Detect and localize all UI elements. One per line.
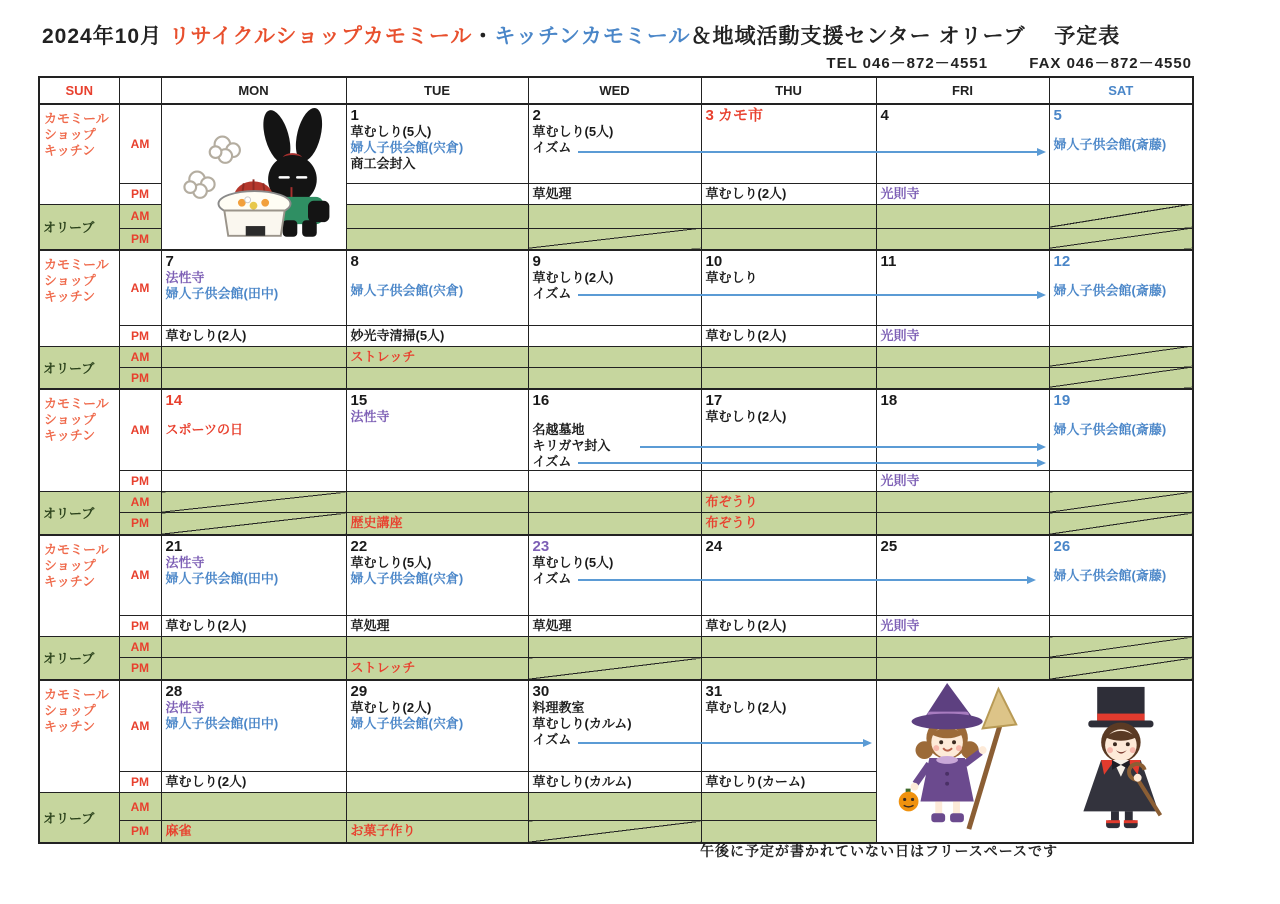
- label-line: ショップ: [44, 273, 96, 288]
- day-number: 29: [350, 682, 368, 700]
- day-number: 3 カモ市: [705, 107, 764, 124]
- day-cell-wed-am: [528, 389, 701, 471]
- page-title: [42, 20, 1120, 50]
- event: 草処理: [350, 618, 390, 633]
- am-label: AM: [119, 250, 161, 325]
- label-line: ショップ: [44, 557, 96, 573]
- day-cell-thu-pm: [701, 772, 876, 793]
- rabbit-cooking-illustration: [164, 105, 344, 244]
- event: 草むしり(2人): [350, 699, 432, 715]
- event: 婦人子供会館(田中): [165, 570, 279, 586]
- day-cell-fri-am: [876, 250, 1049, 325]
- day-cell-tue-am: [346, 389, 528, 471]
- day-number: 19: [1053, 392, 1071, 409]
- day-holiday-label: カモ市: [713, 107, 764, 124]
- olive-cell-sat: [1049, 492, 1193, 513]
- event: イズム: [532, 140, 572, 155]
- day-cell-thu-pm: [701, 325, 876, 346]
- olive-cell-mon: [161, 793, 346, 821]
- event: 商工会封入: [350, 156, 416, 171]
- day-cell-thu-pm: [701, 183, 876, 204]
- event: 草むしり(2人): [705, 327, 787, 343]
- row-label-kamomile: [39, 250, 119, 346]
- event: 草むしり(カルム): [532, 774, 632, 789]
- schedule-continuation-arrow: [578, 151, 1044, 153]
- day-cell-wed-pm: [528, 183, 701, 204]
- day-cell-mon-pm: [161, 471, 346, 492]
- event: 草むしり(2人): [165, 327, 247, 343]
- day-cell-wed-pm: [528, 616, 701, 637]
- day-number: 21: [165, 537, 183, 555]
- olive-cell-sat: [1049, 228, 1193, 250]
- day-number: 11: [880, 253, 897, 270]
- day-number: 16: [532, 392, 550, 409]
- olive-event: お菓子作り: [350, 823, 416, 838]
- week-2-am-row: [39, 250, 1193, 325]
- event: 草むしり(カーム): [705, 774, 806, 789]
- day-cell-sat-am: [1049, 535, 1193, 616]
- week-3-pm-row: [39, 471, 1193, 492]
- day-cell-tue-pm: [346, 772, 528, 793]
- day-cell-thu-pm: [701, 471, 876, 492]
- olive-cell-sat: [1049, 204, 1193, 228]
- day-number: 25: [880, 537, 898, 555]
- title-kitchen: キッチンカモミール: [494, 25, 691, 48]
- am-label: AM: [119, 104, 161, 183]
- label-line: カモミール: [44, 257, 109, 272]
- olive-cell-tue: [346, 793, 528, 821]
- label-line: キッチン: [44, 289, 96, 304]
- event: 婦人子供会館(斎藤): [1053, 137, 1167, 152]
- event: イズム: [532, 731, 572, 747]
- olive-cell-wed: [528, 228, 701, 250]
- olive-event: ストレッチ: [350, 660, 416, 675]
- event: 草処理: [532, 618, 572, 633]
- day-cell-fri-pm: [876, 616, 1049, 637]
- header-mon: MON: [161, 77, 346, 104]
- day-cell-tue-am: [346, 680, 528, 772]
- day-cell-thu-am: [701, 104, 876, 183]
- event: 婦人子供会館(田中): [165, 286, 279, 301]
- week-2-olive-pm-row: [39, 367, 1193, 389]
- olive-cell-mon: [161, 367, 346, 389]
- event: 光則寺: [880, 473, 920, 488]
- olive-event: ストレッチ: [350, 348, 416, 364]
- event: 婦人子供会館(宍倉): [350, 140, 464, 155]
- event: 婦人子供会館(斎藤): [1053, 283, 1167, 298]
- title-rest: ＆地域活動支援センター オリーブ 予定表: [690, 25, 1121, 48]
- olive-cell-tue: [346, 821, 528, 843]
- olive-cell-fri: [876, 658, 1049, 680]
- day-cell-tue-pm: [346, 183, 528, 204]
- olive-cell-wed: [528, 793, 701, 821]
- olive-cell-mon: [161, 658, 346, 680]
- day-cell-wed-pm: [528, 772, 701, 793]
- olive-cell-thu: [701, 367, 876, 389]
- olive-cell-thu: [701, 228, 876, 250]
- day-cell-thu-am: [701, 535, 876, 616]
- day-cell-sat-pm: [1049, 183, 1193, 204]
- olive-event: 布ぞうり: [705, 494, 758, 509]
- olive-cell-tue: [346, 637, 528, 658]
- event: 草むしり(2人): [705, 185, 787, 201]
- row-label-kamomile: [39, 535, 119, 637]
- olive-cell-thu: [701, 658, 876, 680]
- olive-cell-tue: [346, 513, 528, 535]
- day-cell-sat-am: [1049, 250, 1193, 325]
- event: 草むしり(2人): [705, 699, 787, 715]
- olive-cell-wed: [528, 658, 701, 680]
- olive-am-label: AM: [119, 637, 161, 658]
- row-label-olive: オリーブ: [39, 637, 119, 680]
- olive-am-label: AM: [119, 793, 161, 821]
- header-thu: THU: [701, 77, 876, 104]
- day-cell-thu-am: [701, 389, 876, 471]
- am-label: AM: [119, 535, 161, 616]
- row-label-olive: オリーブ: [39, 346, 119, 389]
- event: 光則寺: [880, 618, 920, 633]
- label-line: ショップ: [44, 702, 96, 718]
- label-line: カモミール: [44, 396, 109, 411]
- olive-cell-wed: [528, 637, 701, 658]
- event: イズム: [532, 570, 572, 586]
- olive-cell-tue: [346, 204, 528, 228]
- olive-cell-thu: [701, 821, 876, 843]
- day-number: 26: [1053, 537, 1071, 555]
- olive-cell-mon: [161, 346, 346, 367]
- event: 法性寺: [165, 699, 205, 715]
- day-cell-wed-am: [528, 680, 701, 772]
- day-cell-mon-am: [161, 680, 346, 772]
- day-cell-tue-am: [346, 104, 528, 183]
- event: イズム: [532, 454, 572, 469]
- label-line: ショップ: [44, 412, 96, 427]
- day-number: 17: [705, 392, 723, 409]
- day-cell-wed-am: [528, 535, 701, 616]
- event: 名越墓地: [532, 422, 585, 437]
- olive-cell-thu: [701, 346, 876, 367]
- event: イズム: [532, 286, 572, 301]
- day-cell-sat-am: [1049, 389, 1193, 471]
- day-cell-sat-am: [1049, 104, 1193, 183]
- olive-cell-fri: [876, 492, 1049, 513]
- olive-cell-wed: [528, 821, 701, 843]
- event: 光則寺: [880, 185, 920, 201]
- day-cell-sat-pm: [1049, 325, 1193, 346]
- event: スポーツの日: [165, 422, 243, 437]
- week-4-pm-row: [39, 616, 1193, 637]
- olive-cell-wed: [528, 513, 701, 535]
- day-number: 5: [1053, 107, 1062, 124]
- header-sun: SUN: [39, 77, 119, 104]
- day-cell-mon-pm: [161, 616, 346, 637]
- day-number: 18: [880, 392, 898, 409]
- olive-cell-thu: [701, 204, 876, 228]
- day-cell-sat-pm: [1049, 471, 1193, 492]
- day-number: 2: [532, 107, 541, 124]
- olive-cell-wed: [528, 492, 701, 513]
- day-number: 15: [350, 392, 368, 409]
- day-number: 23: [532, 537, 550, 555]
- week-3-olive-am-row: [39, 492, 1193, 513]
- event: 草むしり: [705, 270, 758, 285]
- event: 草むしり(5人): [532, 124, 614, 139]
- row-label-kamomile: [39, 104, 119, 204]
- schedule-continuation-arrow: [578, 579, 1034, 581]
- row-label-olive: オリーブ: [39, 204, 119, 250]
- day-cell-tue-pm: [346, 471, 528, 492]
- schedule-table: [38, 76, 1194, 844]
- event: 婦人子供会館(宍倉): [350, 715, 464, 731]
- day-number: 1: [350, 107, 359, 124]
- row-label-olive: オリーブ: [39, 793, 119, 843]
- event: 草むしり(2人): [705, 409, 787, 424]
- label-line: カモミール: [44, 686, 109, 702]
- halloween-children-illustration: [878, 681, 1191, 837]
- label-line: カモミール: [44, 541, 109, 557]
- day-number: 8: [350, 253, 359, 270]
- olive-pm-label: PM: [119, 367, 161, 389]
- event: 草むしり(2人): [165, 618, 247, 633]
- title-recycle-shop: リサイクルショップカモミール: [168, 25, 473, 48]
- olive-pm-label: PM: [119, 658, 161, 680]
- event: 婦人子供会館(宍倉): [350, 283, 464, 298]
- title-month: 2024年10月: [42, 25, 163, 48]
- olive-cell-fri: [876, 204, 1049, 228]
- day-number: 28: [165, 682, 183, 700]
- day-cell-wed-am: [528, 250, 701, 325]
- olive-pm-label: PM: [119, 228, 161, 250]
- event: 婦人子供会館(斎藤): [1053, 567, 1167, 583]
- olive-cell-mon: [161, 492, 346, 513]
- olive-cell-tue: [346, 492, 528, 513]
- row-label-olive: オリーブ: [39, 492, 119, 535]
- day-cell-mon-pm: [161, 325, 346, 346]
- event: 法性寺: [165, 554, 205, 570]
- label-line: キッチン: [44, 573, 96, 589]
- week-4-olive-am-row: [39, 637, 1193, 658]
- olive-pm-label: PM: [119, 821, 161, 843]
- olive-pm-label: PM: [119, 513, 161, 535]
- illustration-cell: [876, 680, 1193, 843]
- label-line: ショップ: [44, 127, 96, 142]
- row-label-kamomile: [39, 389, 119, 492]
- event: 料理教室: [532, 699, 585, 715]
- olive-cell-tue: [346, 367, 528, 389]
- day-cell-fri-pm: [876, 183, 1049, 204]
- week-5-am-row: [39, 680, 1193, 772]
- day-cell-tue-pm: [346, 325, 528, 346]
- day-cell-thu-am: [701, 680, 876, 772]
- olive-cell-mon: [161, 513, 346, 535]
- olive-am-label: AM: [119, 204, 161, 228]
- pm-label: PM: [119, 471, 161, 492]
- day-cell-tue-am: [346, 250, 528, 325]
- event: 草むしり(5人): [532, 554, 614, 570]
- olive-cell-thu: [701, 513, 876, 535]
- day-number: 9: [532, 253, 541, 270]
- label-line: キッチン: [44, 143, 96, 158]
- day-cell-tue-am: [346, 535, 528, 616]
- am-label: AM: [119, 680, 161, 772]
- day-cell-fri-am: [876, 104, 1049, 183]
- olive-cell-mon: [161, 637, 346, 658]
- day-cell-thu-pm: [701, 616, 876, 637]
- day-number: 10: [705, 253, 723, 270]
- event: 草処理: [532, 185, 572, 201]
- olive-cell-fri: [876, 513, 1049, 535]
- olive-cell-tue: [346, 346, 528, 367]
- olive-cell-fri: [876, 637, 1049, 658]
- am-label: AM: [119, 389, 161, 471]
- day-cell-tue-pm: [346, 616, 528, 637]
- week-4-am-row: [39, 535, 1193, 616]
- olive-event: 布ぞうり: [705, 515, 758, 530]
- day-cell-fri-am: [876, 535, 1049, 616]
- week-4-olive-pm-row: [39, 658, 1193, 680]
- event: 法性寺: [165, 270, 205, 285]
- olive-am-label: AM: [119, 492, 161, 513]
- label-line: キッチン: [44, 428, 96, 443]
- pm-label: PM: [119, 183, 161, 204]
- olive-cell-wed: [528, 367, 701, 389]
- olive-cell-sat: [1049, 367, 1193, 389]
- day-number: 31: [705, 682, 723, 700]
- footer-note: 午後に予定が書かれていない日はフリースペースです: [700, 843, 1059, 859]
- day-cell-wed-pm: [528, 325, 701, 346]
- header-sat: SAT: [1049, 77, 1193, 104]
- event: 婦人子供会館(田中): [165, 715, 279, 731]
- week-3-olive-pm-row: [39, 513, 1193, 535]
- illustration-cell: [161, 104, 346, 250]
- header-fri: FRI: [876, 77, 1049, 104]
- title-separator: ・: [472, 25, 495, 48]
- label-line: キッチン: [44, 718, 96, 734]
- day-number: 24: [705, 537, 723, 555]
- olive-cell-fri: [876, 228, 1049, 250]
- day-cell-sat-pm: [1049, 616, 1193, 637]
- event: 草むしり(5人): [350, 124, 432, 139]
- olive-cell-wed: [528, 346, 701, 367]
- day-cell-wed-am: [528, 104, 701, 183]
- day-cell-mon-am: [161, 535, 346, 616]
- day-cell-fri-pm: [876, 471, 1049, 492]
- day-number: 30: [532, 682, 550, 700]
- day-cell-thu-am: [701, 250, 876, 325]
- week-2-pm-row: [39, 325, 1193, 346]
- header-tue: TUE: [346, 77, 528, 104]
- event: 草むしり(5人): [350, 554, 432, 570]
- schedule-continuation-arrow: [578, 462, 1044, 464]
- olive-cell-fri: [876, 346, 1049, 367]
- weekday-header-row: [39, 77, 1193, 104]
- olive-event: 歴史講座: [350, 515, 403, 530]
- event: 草むしり(2人): [705, 618, 787, 633]
- fax-number: FAX 046－872－4550: [1029, 55, 1192, 72]
- week-2-olive-am-row: [39, 346, 1193, 367]
- event: 光則寺: [880, 327, 920, 343]
- olive-cell-sat: [1049, 513, 1193, 535]
- event: 草むしり(カルム): [532, 715, 632, 731]
- day-number: 7: [165, 253, 174, 270]
- day-number: 14: [165, 392, 183, 409]
- contact-info: [826, 52, 1192, 73]
- label-line: カモミール: [44, 111, 109, 126]
- olive-event: 麻雀: [165, 823, 192, 838]
- day-cell-mon-pm: [161, 772, 346, 793]
- event: 婦人子供会館(宍倉): [350, 570, 464, 586]
- day-cell-fri-am: [876, 389, 1049, 471]
- week-1-am-row: [39, 104, 1193, 183]
- olive-cell-thu: [701, 793, 876, 821]
- tel-number: TEL 046－872－4551: [826, 55, 989, 72]
- header-wed: WED: [528, 77, 701, 104]
- week-3-am-row: [39, 389, 1193, 471]
- day-cell-wed-pm: [528, 471, 701, 492]
- header-empty: [119, 77, 161, 104]
- olive-cell-thu: [701, 492, 876, 513]
- olive-cell-mon: [161, 821, 346, 843]
- event: 妙光寺清掃(5人): [350, 327, 445, 343]
- schedule-continuation-arrow: [578, 294, 1044, 296]
- event: 草むしり(2人): [532, 270, 614, 285]
- event: 法性寺: [350, 409, 390, 424]
- row-label-kamomile: [39, 680, 119, 793]
- olive-cell-tue: [346, 658, 528, 680]
- olive-cell-thu: [701, 637, 876, 658]
- day-number: 22: [350, 537, 368, 555]
- pm-label: PM: [119, 325, 161, 346]
- day-cell-mon-am: [161, 389, 346, 471]
- event: 草むしり(2人): [165, 774, 247, 789]
- day-cell-mon-am: [161, 250, 346, 325]
- olive-cell-tue: [346, 228, 528, 250]
- olive-am-label: AM: [119, 346, 161, 367]
- day-number: 4: [880, 107, 889, 124]
- event: キリガヤ封入: [532, 438, 611, 453]
- olive-cell-sat: [1049, 637, 1193, 658]
- olive-cell-sat: [1049, 658, 1193, 680]
- day-number: 12: [1053, 253, 1071, 270]
- olive-cell-wed: [528, 204, 701, 228]
- olive-cell-sat: [1049, 346, 1193, 367]
- day-cell-fri-pm: [876, 325, 1049, 346]
- schedule-continuation-arrow: [640, 446, 1044, 448]
- pm-label: PM: [119, 616, 161, 637]
- event: 婦人子供会館(斎藤): [1053, 422, 1167, 437]
- pm-label: PM: [119, 772, 161, 793]
- schedule-continuation-arrow: [578, 742, 870, 744]
- olive-cell-fri: [876, 367, 1049, 389]
